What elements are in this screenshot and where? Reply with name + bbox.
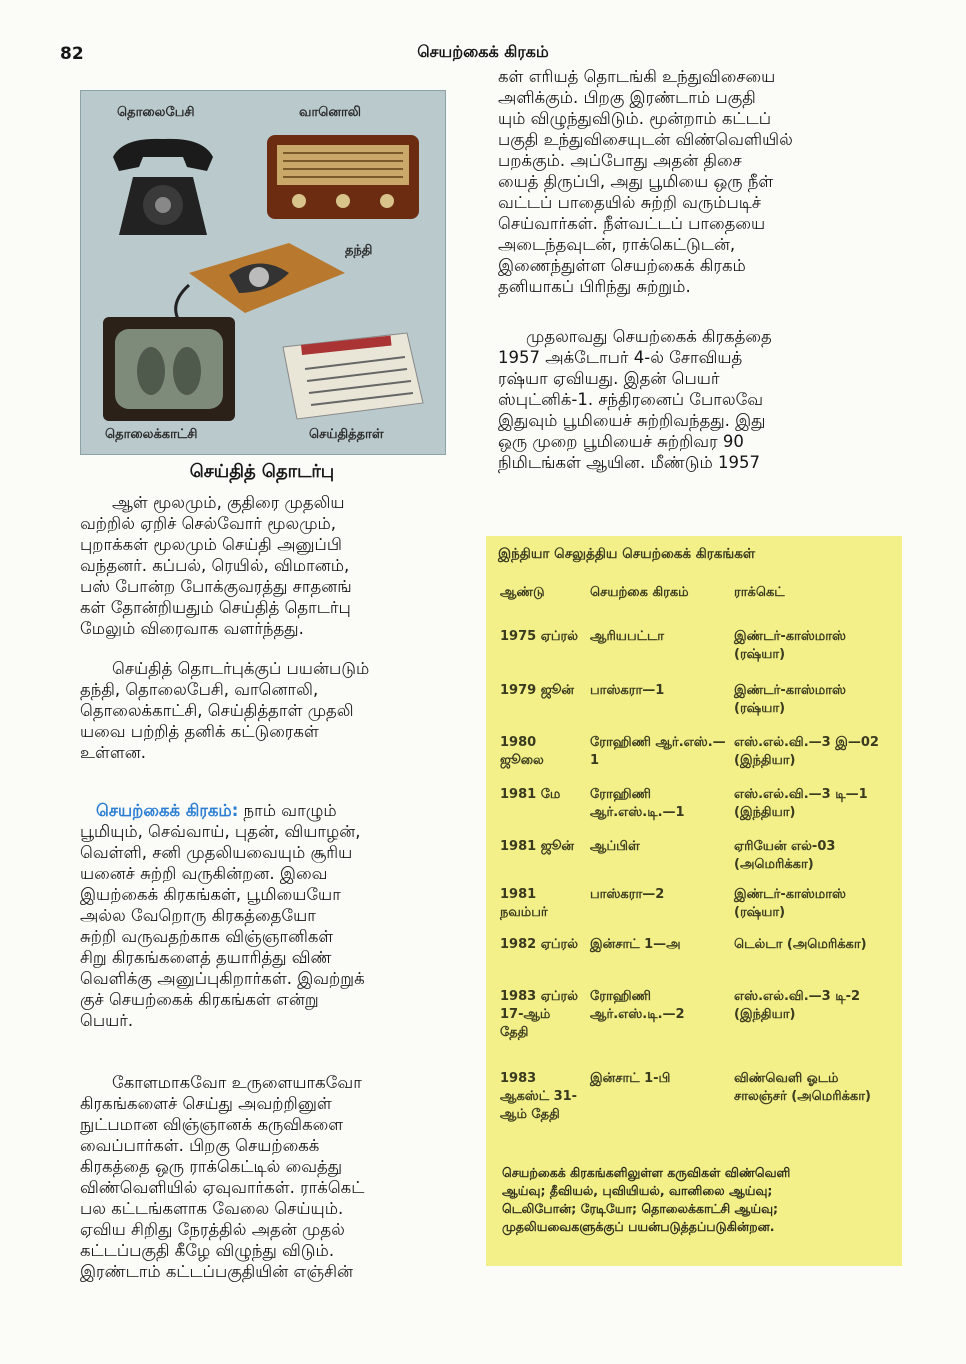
text-line: மேலும் விரைவாக வளர்ந்தது. — [80, 619, 304, 638]
text-line: செய்வார்கள். நீள்வட்டப் பாதையை — [498, 214, 766, 233]
radio-icon — [263, 127, 423, 227]
newspaper-icon — [277, 327, 427, 423]
text-line: யவை பற்றித் தனிக் கட்டுரைகள் — [80, 722, 319, 741]
page-number: 82 — [60, 44, 84, 64]
table-cell-satellite: ரோஹிணி ஆர்.எஸ்.டி.—2 — [590, 989, 685, 1022]
text-line: ஆள் மூலமும், குதிரை முதலிய — [112, 493, 345, 512]
table-cell-satellite: ஆப்பிள் — [590, 839, 640, 854]
text-line: ரஷ்யா ஏவியது. இதன் பெயர் — [498, 369, 720, 388]
text-line: ஆய்வு; தீவியல், புவியியல், வானிலை ஆய்வு; — [502, 1183, 773, 1198]
table-cell-satellite: இன்சாட் 1—அ — [590, 937, 681, 952]
text-line: பறக்கும். அப்போது அதன் திசை — [498, 151, 742, 170]
table-cell-satellite: இன்சாட் 1-பி — [590, 1071, 671, 1086]
section-keyword: செயற்கைக் கிரகம்: — [96, 801, 239, 820]
table-cell-rocket: இண்டர்-காஸ்மாஸ் (ரஷ்யா) — [734, 887, 847, 920]
text-line: குச் செயற்கைக் கிரகங்கள் என்று — [80, 990, 319, 1009]
text-line: இதுவும் பூமியைச் சுற்றிவந்தது. இது — [498, 411, 766, 430]
text-line: முதலியவைகளுக்குப் பயன்படுத்தப்படுகின்றன. — [502, 1219, 775, 1234]
text-line: செயற்கைக் கிரகங்களிலுள்ள கருவிகள் விண்வெளி — [502, 1165, 791, 1180]
text-line: பகுதி உந்துவிசையுடன் விண்வெளியில் — [498, 130, 793, 149]
text-line: கிரகங்களைச் செய்து அவற்றினுள் — [80, 1094, 332, 1113]
text-line: நாம் வாழும் — [243, 801, 337, 820]
table-title: இந்தியா செலுத்திய செயற்கைக் கிரகங்கள் — [498, 546, 756, 562]
text-line: பஸ் போன்ற போக்குவரத்து சாதனங் — [80, 577, 352, 596]
table-cell-year: 1981 ஜூன் — [500, 839, 575, 854]
text-line: ஒரு முறை பூமியைச் சுற்றிவர 90 — [498, 432, 744, 451]
left-paragraph-4 — [80, 1072, 446, 1282]
table-cell-satellite: ரோஹிணி ஆர்.எஸ்.டி.—1 — [590, 787, 685, 820]
table-cell-rocket: இண்டர்-காஸ்மாஸ் (ரஷ்யா) — [734, 683, 847, 716]
text-line: யும் விழுந்துவிடும். மூன்றாம் கட்டப் — [498, 109, 771, 128]
table-cell-year: 1983 ஏப்ரல் 17-ஆம் தேதி — [500, 989, 579, 1040]
table-cell-year: 1982 ஏப்ரல் — [500, 937, 579, 952]
label-telegraph: தந்தி — [345, 243, 373, 258]
column-header-satellite: செயற்கை கிரகம் — [590, 585, 689, 600]
table-cell-rocket: ஏரியேன் எல்-03 (அமெரிக்கா) — [734, 839, 836, 872]
table-cell-year: 1980 ஜூலை — [500, 735, 544, 768]
table-cell-satellite: ரோஹிணி ஆர்.எஸ்.—1 — [590, 735, 726, 768]
label-newspaper: செய்தித்தாள் — [309, 427, 384, 442]
table-cell-year: 1983 ஆகஸ்ட் 31-ஆம் தேதி — [500, 1071, 578, 1122]
text-line: அல்ல வேறொரு கிரகத்தையோ — [80, 906, 316, 925]
text-line: கோளமாகவோ உருளையாகவோ — [112, 1073, 362, 1092]
right-paragraph-2 — [498, 326, 888, 473]
text-line: வெள்ளி, சனி முதலியவையும் சூரிய — [80, 843, 353, 862]
table-cell-satellite: பாஸ்கரா—2 — [590, 887, 665, 902]
text-line: கிரகத்தை ஒரு ராக்கெட்டில் வைத்து — [80, 1157, 343, 1176]
table-cell-year: 1981 நவம்பர் — [500, 887, 548, 920]
text-line: கட்டப்பகுதி கீழே விழுந்து விடும். — [80, 1241, 335, 1260]
text-line: ஸ்புட்னிக்-1. சந்திரனைப் போலவே — [498, 390, 764, 409]
telegraph-icon — [169, 233, 349, 323]
column-header-year: ஆண்டு — [500, 585, 545, 600]
table-cell-satellite: பாஸ்கரா—1 — [590, 683, 665, 698]
text-line: சிறு கிரகங்களைத் தயாரித்து விண் — [80, 948, 332, 967]
text-line: அளிக்கும். பிறகு இரண்டாம் பகுதி — [498, 88, 756, 107]
table-cell-rocket: எஸ்.எல்.வி.—3 இ—02 (இந்தியா) — [734, 735, 879, 768]
text-line: வெளிக்கு அனுப்புகிறார்கள். இவற்றுக் — [80, 969, 365, 988]
left-paragraph-1 — [80, 492, 446, 639]
left-paragraph-3 — [80, 800, 446, 1031]
table-cell-year: 1979 ஜூன் — [500, 683, 575, 698]
text-line: யனைச் சுற்றி வருகின்றன. இவை — [80, 864, 328, 883]
text-line: டெலிபோன்; ரேடியோ; தொலைக்காட்சி ஆய்வு; — [502, 1201, 779, 1216]
table-cell-rocket: டெல்டா (அமெரிக்கா) — [734, 937, 867, 952]
label-telephone: தொலைபேசி — [117, 105, 195, 120]
television-icon — [99, 313, 239, 425]
text-line: வற்றில் ஏறிச் செல்வோர் மூலமும், — [80, 514, 337, 533]
table-footnote — [502, 1164, 888, 1236]
column-header-rocket: ராக்கெட் — [734, 585, 785, 600]
text-line: கள் எரியத் தொடங்கி உந்துவிசையை — [498, 67, 776, 86]
text-line: உள்ளன. — [80, 743, 146, 762]
communication-devices-illustration — [80, 90, 446, 455]
text-line: விண்வெளியில் ஏவுவார்கள். ராக்கெட் — [80, 1178, 365, 1197]
table-cell-satellite: ஆரியபட்டா — [590, 629, 665, 644]
text-line: அடைந்தவுடன், ராக்கெட்டுடன், — [498, 235, 736, 254]
table-cell-rocket: எஸ்.எல்.வி.—3 டி—1 (இந்தியா) — [734, 787, 868, 820]
text-line: செய்தித் தொடர்புக்குப் பயன்படும் — [112, 659, 370, 678]
text-line: புறாக்கள் மூலமும் செய்தி அனுப்பி — [80, 535, 342, 554]
illustration-caption: செய்தித் தொடர்பு — [189, 461, 335, 482]
text-line: தந்தி, தொலைபேசி, வானொலி, — [80, 680, 319, 699]
table-cell-rocket: எஸ்.எல்.வி.—3 டி-2 (இந்தியா) — [734, 989, 861, 1022]
telephone-icon — [103, 127, 223, 247]
label-television: தொலைக்காட்சி — [105, 427, 198, 442]
text-line: கள் தோன்றியதும் செய்தித் தொடர்பு — [80, 598, 351, 617]
label-radio: வானொலி — [299, 105, 361, 120]
text-line: நிமிடங்கள் ஆயின. மீண்டும் 1957 — [498, 453, 761, 472]
text-line: பல கட்டங்களாக வேலை செய்யும். — [80, 1199, 344, 1218]
text-line: ஏவிய சிறிது நேரத்தில் அதன் முதல் — [80, 1220, 345, 1239]
table-cell-year: 1975 ஏப்ரல் — [500, 629, 579, 644]
text-line: நுட்பமான விஞ்ஞானக் கருவிகளை — [80, 1115, 344, 1134]
table-cell-year: 1981 மே — [500, 787, 561, 802]
text-line: சுற்றி வருவதற்காக விஞ்ஞானிகள் — [80, 927, 334, 946]
text-line: வந்தனர். கப்பல், ரெயில், விமானம், — [80, 556, 350, 575]
text-line: பூமியும், செவ்வாய், புதன், வியாழன், — [80, 822, 361, 841]
text-line: யைத் திருப்பி, அது பூமியை ஒரு நீள் — [498, 172, 774, 191]
text-line: 1957 அக்டோபர் 4-ல் சோவியத் — [498, 348, 743, 367]
text-line: பெயர். — [80, 1011, 134, 1030]
table-cell-rocket: விண்வெளி ஓடம் சாலஞ்சர் (அமெரிக்கா) — [734, 1071, 871, 1104]
text-line: முதலாவது செயற்கைக் கிரகத்தை — [526, 327, 772, 346]
text-line: இணைந்துள்ள செயற்கைக் கிரகம் — [498, 256, 746, 275]
left-paragraph-2 — [80, 658, 446, 763]
text-line: தனியாகப் பிரிந்து சுற்றும். — [498, 277, 691, 296]
text-line: இயற்கைக் கிரகங்கள், பூமியையோ — [80, 885, 341, 904]
satellites-table-box — [486, 536, 902, 1266]
table-cell-rocket: இண்டர்-காஸ்மாஸ் (ரஷ்யா) — [734, 629, 847, 662]
text-line: தொலைக்காட்சி, செய்தித்தாள் முதலி — [80, 701, 354, 720]
right-paragraph-1 — [498, 66, 888, 297]
page-header-title: செயற்கைக் கிரகம் — [417, 42, 549, 61]
text-line: வட்டப் பாதையில் சுற்றி வரும்படிச் — [498, 193, 762, 212]
text-line: வைப்பார்கள். பிறகு செயற்கைக் — [80, 1136, 320, 1155]
text-line: இரண்டாம் கட்டப்பகுதியின் எஞ்சின் — [80, 1262, 354, 1281]
